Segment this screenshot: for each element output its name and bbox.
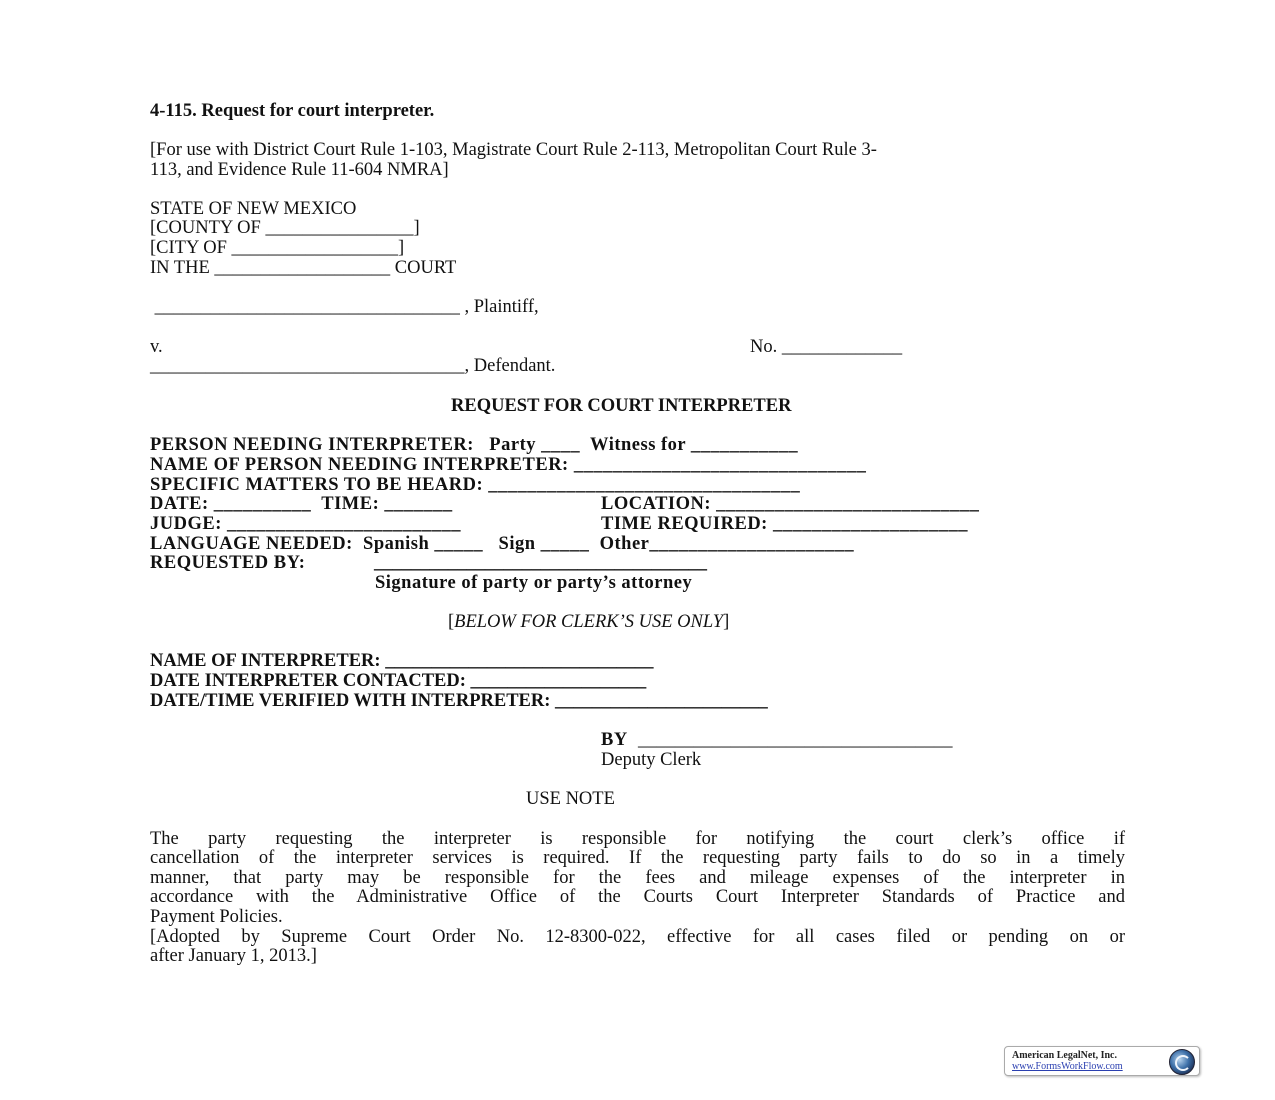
usage-note-line-2: 113, and Evidence Rule 11-604 NMRA]: [150, 160, 449, 180]
field-name-of-interpreter: NAME OF INTERPRETER: _____________________________: [150, 651, 654, 671]
signature-caption: Signature of party or party’s attorney: [375, 573, 693, 593]
use-note-line: accordance with the Administrative Office of the Courts Court Interpreter Standards of Practice and: [150, 887, 1125, 907]
caption-county: [COUNTY OF ________________]: [150, 218, 420, 238]
use-note-line: cancellation of the interpreter services is required. If the requesting party fails to do so in a timely: [150, 848, 1125, 868]
adoption-note-line: [Adopted by Supreme Court Order No. 12-8300-022, effective for all cases filed or pending on or: [150, 927, 1125, 947]
bracket-open: [: [448, 612, 455, 632]
field-location: LOCATION: ___________________________: [601, 494, 980, 514]
field-name-of-person: NAME OF PERSON NEEDING INTERPRETER: ______________________________: [150, 455, 867, 475]
deputy-clerk-label: Deputy Clerk: [601, 750, 702, 770]
clerk-section-header: [448, 612, 729, 632]
use-note-line: manner, that party may be responsible for the fees and mileage expenses of the interpreter in: [150, 868, 1125, 888]
globe-icon: [1169, 1049, 1195, 1075]
rule-heading: 4-115. Request for court interpreter.: [150, 101, 435, 121]
form-title: REQUEST FOR COURT INTERPRETER: [451, 396, 792, 416]
field-date-time-verified: DATE/TIME VERIFIED WITH INTERPRETER: _______________________: [150, 691, 768, 711]
clerk-section-header-text: BELOW FOR CLERK’S USE ONLY: [454, 612, 724, 632]
field-specific-matters: SPECIFIC MATTERS TO BE HEARD: ________________________________: [150, 475, 801, 495]
caption-court: IN THE ___________________ COURT: [150, 258, 457, 278]
field-judge: JUDGE: ________________________: [150, 514, 461, 534]
caption-plaintiff: _________________________________ , Plaintiff,: [150, 297, 539, 317]
field-time-required: TIME REQUIRED: ____________________: [601, 514, 968, 534]
usage-note-line-1: [For use with District Court Rule 1-103, Magistrate Court Rule 2-113, Metropolitan Court Rule 3-: [150, 140, 877, 160]
by-label: BY: [601, 730, 628, 750]
bracket-close: ]: [723, 612, 730, 632]
use-note-line: The party requesting the interpreter is responsible for notifying the court clerk’s office if: [150, 829, 1125, 849]
field-person-needing: PERSON NEEDING INTERPRETER: Party ____ Witness for ___________: [150, 435, 799, 455]
badge-company-name: American LegalNet, Inc.: [1012, 1050, 1117, 1061]
case-number: No. _____________: [750, 337, 903, 357]
badge-url-link[interactable]: www.FormsWorkFlow.com: [1012, 1061, 1123, 1072]
caption-state: STATE OF NEW MEXICO: [150, 199, 357, 219]
use-note-title: USE NOTE: [526, 789, 615, 809]
field-date-time: DATE: __________ TIME: _______: [150, 494, 453, 514]
caption-defendant: __________________________________, Defendant.: [150, 356, 556, 376]
use-note-line: Payment Policies.: [150, 907, 283, 927]
adoption-note-line: after January 1, 2013.]: [150, 946, 317, 966]
field-date-contacted: DATE INTERPRETER CONTACTED: ___________________: [150, 671, 647, 691]
requested-by-signature-line: ____________________________________: [374, 553, 707, 573]
american-legalnet-badge[interactable]: [1004, 1046, 1200, 1076]
caption-city: [CITY OF __________________]: [150, 238, 405, 258]
field-language-needed: LANGUAGE NEEDED: Spanish _____ Sign _____ Other_____________________: [150, 534, 855, 554]
field-requested-by: REQUESTED BY:: [150, 553, 306, 573]
caption-versus: v.: [150, 337, 163, 357]
by-signature-line: __________________________________: [638, 730, 953, 750]
